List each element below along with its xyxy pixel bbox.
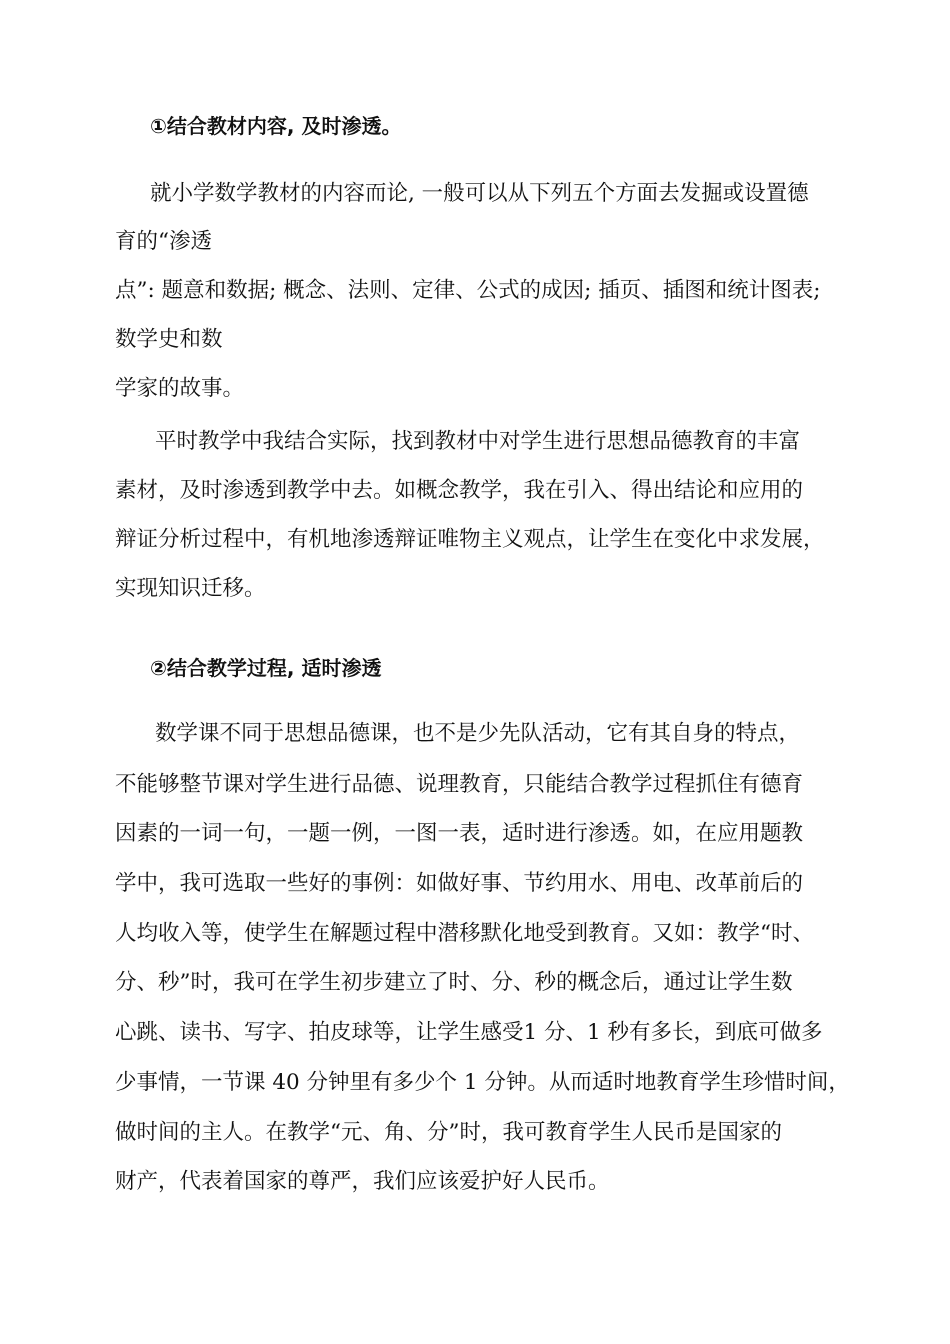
paragraph-line: 平时教学中我结合实际，找到教材中对学生进行思想品德教育的丰富 [155,429,801,454]
paragraph-line: 素材，及时渗透到教学中去。如概念教学，我在引入、得出结论和应用的 [115,478,804,503]
paragraph-line: 学家的故事。 [115,376,245,401]
paragraph-line: 因素的一词一句，一题一例，一图一表，适时进行渗透。如，在应用题教 [115,821,804,846]
paragraph-line: 少事情，一节课 40 分钟里有多少个 1 分钟。从而适时地教育学生珍惜时间， [115,1070,850,1095]
paragraph-line: 学中，我可选取一些好的事例：如做好事、节约用水、用电、改革前后的 [115,871,804,896]
paragraph-line: 财产，代表着国家的尊严，我们应该爱护好人民币。 [115,1169,610,1194]
paragraph-line: 不能够整节课对学生进行品德、说理教育，只能结合教学过程抓住有德育 [115,772,804,797]
paragraph-line: 心跳、读书、写字、拍皮球等，让学生感受1 分、1 秒有多长，到底可做多 [115,1020,823,1045]
paragraph-line: 做时间的主人。在教学“元、角、分”时，我可教育学生人民币是国家的 [115,1120,782,1145]
paragraph-line: 人均收入等，使学生在解题过程中潜移默化地受到教育。又如：教学“时、 [115,921,814,946]
paragraph-line: 数学史和数 [115,327,223,352]
section-heading-1: ①结合教材内容, 及时渗透。 [150,114,402,138]
paragraph-line: 育的“渗透 [115,229,212,254]
paragraph-line: 就小学数学教材的内容而论, 一般可以从下列五个方面去发掘或设置德 [150,181,809,206]
paragraph-line: 数学课不同于思想品德课，也不是少先队活动，它有其自身的特点， [155,721,801,746]
paragraph-line: 点”: 题意和数据; 概念、法则、定律、公式的成因; 插页、插图和统计图表; [115,278,821,303]
paragraph-line: 辩证分析过程中，有机地渗透辩证唯物主义观点，让学生在变化中求发展， [115,527,825,552]
paragraph-line: 实现知识迁移。 [115,576,266,601]
paragraph-line: 分、秒”时，我可在学生初步建立了时、分、秒的概念后，通过让学生数 [115,970,793,995]
section-heading-2: ②结合教学过程, 适时渗透 [150,656,382,680]
